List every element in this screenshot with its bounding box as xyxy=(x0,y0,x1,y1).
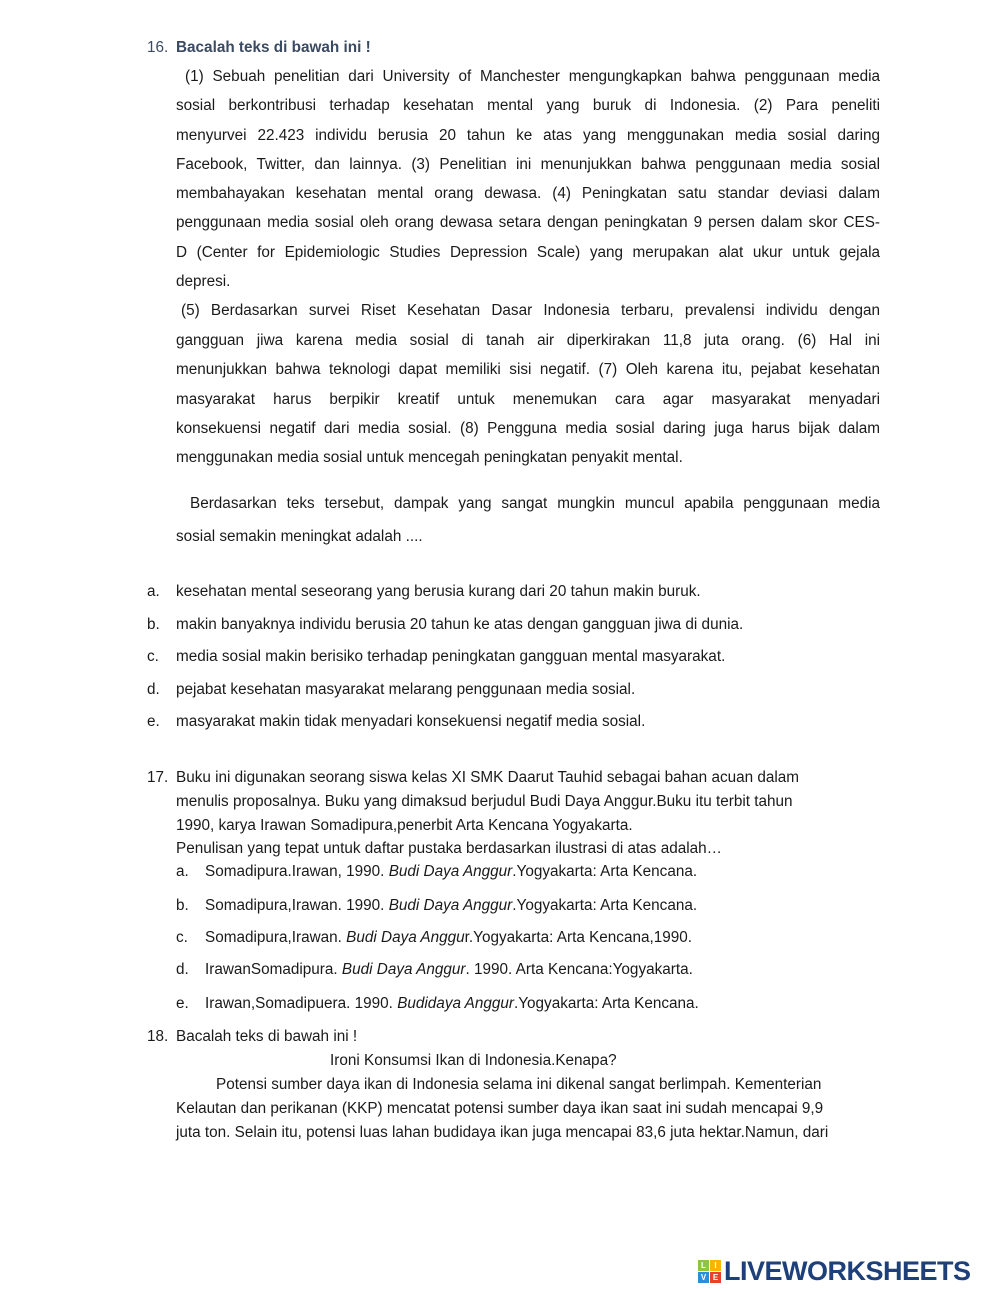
option-text-italic: Budi Daya Anggur xyxy=(388,897,513,914)
liveworksheets-logo xyxy=(698,1256,971,1287)
paragraph-line: menyurvei 22.423 individu berusia 20 tahun ke atas yang menggunakan media sosial daring xyxy=(176,127,880,144)
answer-option-c[interactable]: media sosial makin berisiko terhadap peningkatan gangguan mental masyarakat. xyxy=(176,648,726,665)
option-letter: a. xyxy=(176,863,189,880)
answer-option-b[interactable]: makin banyaknya individu berusia 20 tahun ke atas dengan gangguan jiwa di dunia. xyxy=(176,616,744,633)
answer-option-e[interactable]: masyarakat makin tidak menyadari konsekuensi negatif media sosial. xyxy=(176,713,646,730)
option-letter: d. xyxy=(147,681,160,698)
option-text-post: . 1990. Arta Kencana:Yogyakarta. xyxy=(465,961,693,978)
paragraph-line: Facebook, Twitter, dan lainnya. (3) Penelitian ini menunjukkan bahwa penggunaan media sosial xyxy=(176,156,880,173)
answer-option-d[interactable]: pejabat kesehatan masyarakat melarang penggunaan media sosial. xyxy=(176,681,636,698)
option-text-pre: Somadipura,Irawan. xyxy=(205,929,347,946)
question-heading: Bacalah teks di bawah ini ! xyxy=(176,1028,358,1045)
option-letter: c. xyxy=(147,648,159,665)
option-text-pre: Irawan,Somadipuera. 1990. xyxy=(205,995,398,1012)
logo-cube-letter: L xyxy=(698,1260,709,1271)
option-text-italic: Budi Daya Anggur xyxy=(341,961,466,978)
logo-cube-letter: I xyxy=(710,1260,721,1271)
paragraph-line: masyarakat harus berpikir kreatif untuk menemukan cara agar masyarakat menyadari xyxy=(176,391,880,408)
paragraph-line: menggunakan media sosial untuk mencegah peningkatan penyakit mental. xyxy=(176,449,683,466)
answer-option-a[interactable]: kesehatan mental seseorang yang berusia kurang dari 20 tahun makin buruk. xyxy=(176,583,701,600)
option-text-italic: Budi Daya Anggu xyxy=(346,929,465,946)
question-text: Berdasarkan teks tersebut, dampak yang sangat mungkin muncul apabila penggunaan media xyxy=(190,495,880,512)
option-letter: b. xyxy=(147,616,160,633)
option-text-italic: Budidaya Anggur xyxy=(397,995,514,1012)
paragraph-line: Kelautan dan perikanan (KKP) mencatat potensi sumber daya ikan saat ini sudah mencapai 9,9 xyxy=(176,1100,824,1117)
answer-option-d[interactable] xyxy=(205,960,693,980)
option-letter: d. xyxy=(176,961,189,978)
logo-cube-letter: E xyxy=(710,1272,721,1283)
paragraph-line: menunjukkan bahwa teknologi dapat memiliki sisi negatif. (7) Oleh karena itu, pejabat kesehatan xyxy=(176,361,880,378)
paragraph-line: juta ton. Selain itu, potensi luas lahan budidaya ikan juga mencapai 83,6 juta hektar.Namun, dari xyxy=(176,1124,829,1141)
paragraph-line: (5) Berdasarkan survei Riset Kesehatan Dasar Indonesia terbaru, prevalensi individu dengan xyxy=(181,302,880,319)
option-text-pre: IrawanSomadipura. xyxy=(205,961,342,978)
option-letter: b. xyxy=(176,897,189,914)
logo-text: LIVEWORKSHEETS xyxy=(724,1256,971,1286)
paragraph-line: gangguan jiwa karena media sosial di tanah air diperkirakan 11,8 juta orang. (6) Hal ini xyxy=(176,332,880,349)
option-text-post: r.Yogyakarta: Arta Kencana,1990. xyxy=(464,929,693,946)
answer-option-a[interactable] xyxy=(205,862,697,882)
paragraph-line: depresi. xyxy=(176,273,231,290)
answer-option-e[interactable] xyxy=(205,994,699,1014)
answer-option-c[interactable] xyxy=(205,928,692,948)
option-text-post: .Yogyakarta: Arta Kencana. xyxy=(512,863,698,880)
question-text: 1990, karya Irawan Somadipura,penerbit Arta Kencana Yogyakarta. xyxy=(176,817,633,834)
option-letter: e. xyxy=(147,713,160,730)
question-text: menulis proposalnya. Buku yang dimaksud berjudul Budi Daya Anggur.Buku itu terbit tahun xyxy=(176,793,793,810)
option-letter: e. xyxy=(176,995,189,1012)
question-number: 16. xyxy=(147,39,169,56)
paragraph-line: Potensi sumber daya ikan di Indonesia selama ini dikenal sangat berlimpah. Kementerian xyxy=(216,1076,822,1093)
option-letter: c. xyxy=(176,929,188,946)
logo-cube-letter: V xyxy=(698,1272,709,1283)
option-letter: a. xyxy=(147,583,160,600)
question-heading: Bacalah teks di bawah ini ! xyxy=(176,39,371,56)
question-text: Penulisan yang tepat untuk daftar pustaka berdasarkan ilustrasi di atas adalah… xyxy=(176,840,722,857)
logo-cube-icon xyxy=(698,1260,721,1283)
paragraph-line: penggunaan media sosial oleh orang dewasa setara dengan peningkatan 9 persen dalam skor CES- xyxy=(176,214,880,231)
option-text-post: .Yogyakarta: Arta Kencana. xyxy=(513,995,699,1012)
paragraph-line: (1) Sebuah penelitian dari University of Manchester mengungkapkan bahwa penggunaan media xyxy=(185,68,880,85)
question-text: Buku ini digunakan seorang siswa kelas XI SMK Daarut Tauhid sebagai bahan acuan dalam xyxy=(176,769,800,786)
question-text: sosial semakin meningkat adalah .... xyxy=(176,528,423,545)
paragraph-line: membahayakan kesehatan mental orang dewasa. (4) Peningkatan satu standar deviasi dalam xyxy=(176,185,880,202)
answer-option-b[interactable] xyxy=(205,896,697,916)
article-title: Ironi Konsumsi Ikan di Indonesia.Kenapa? xyxy=(330,1052,617,1069)
paragraph-line: konsekuensi negatif dari media sosial. (8) Pengguna media sosial daring juga harus bijak dalam xyxy=(176,420,880,437)
option-text-pre: Somadipura.Irawan, 1990. xyxy=(205,863,389,880)
option-text-italic: Budi Daya Anggur xyxy=(388,863,513,880)
option-text-post: .Yogyakarta: Arta Kencana. xyxy=(512,897,698,914)
option-text-pre: Somadipura,Irawan. 1990. xyxy=(205,897,389,914)
paragraph-line: D (Center for Epidemiologic Studies Depression Scale) yang merupakan alat ukur untuk gejala xyxy=(176,244,880,261)
question-number: 18. xyxy=(147,1028,169,1045)
paragraph-line: sosial berkontribusi terhadap kesehatan mental yang buruk di Indonesia. (2) Para peneliti xyxy=(176,97,880,114)
question-number: 17. xyxy=(147,769,169,786)
